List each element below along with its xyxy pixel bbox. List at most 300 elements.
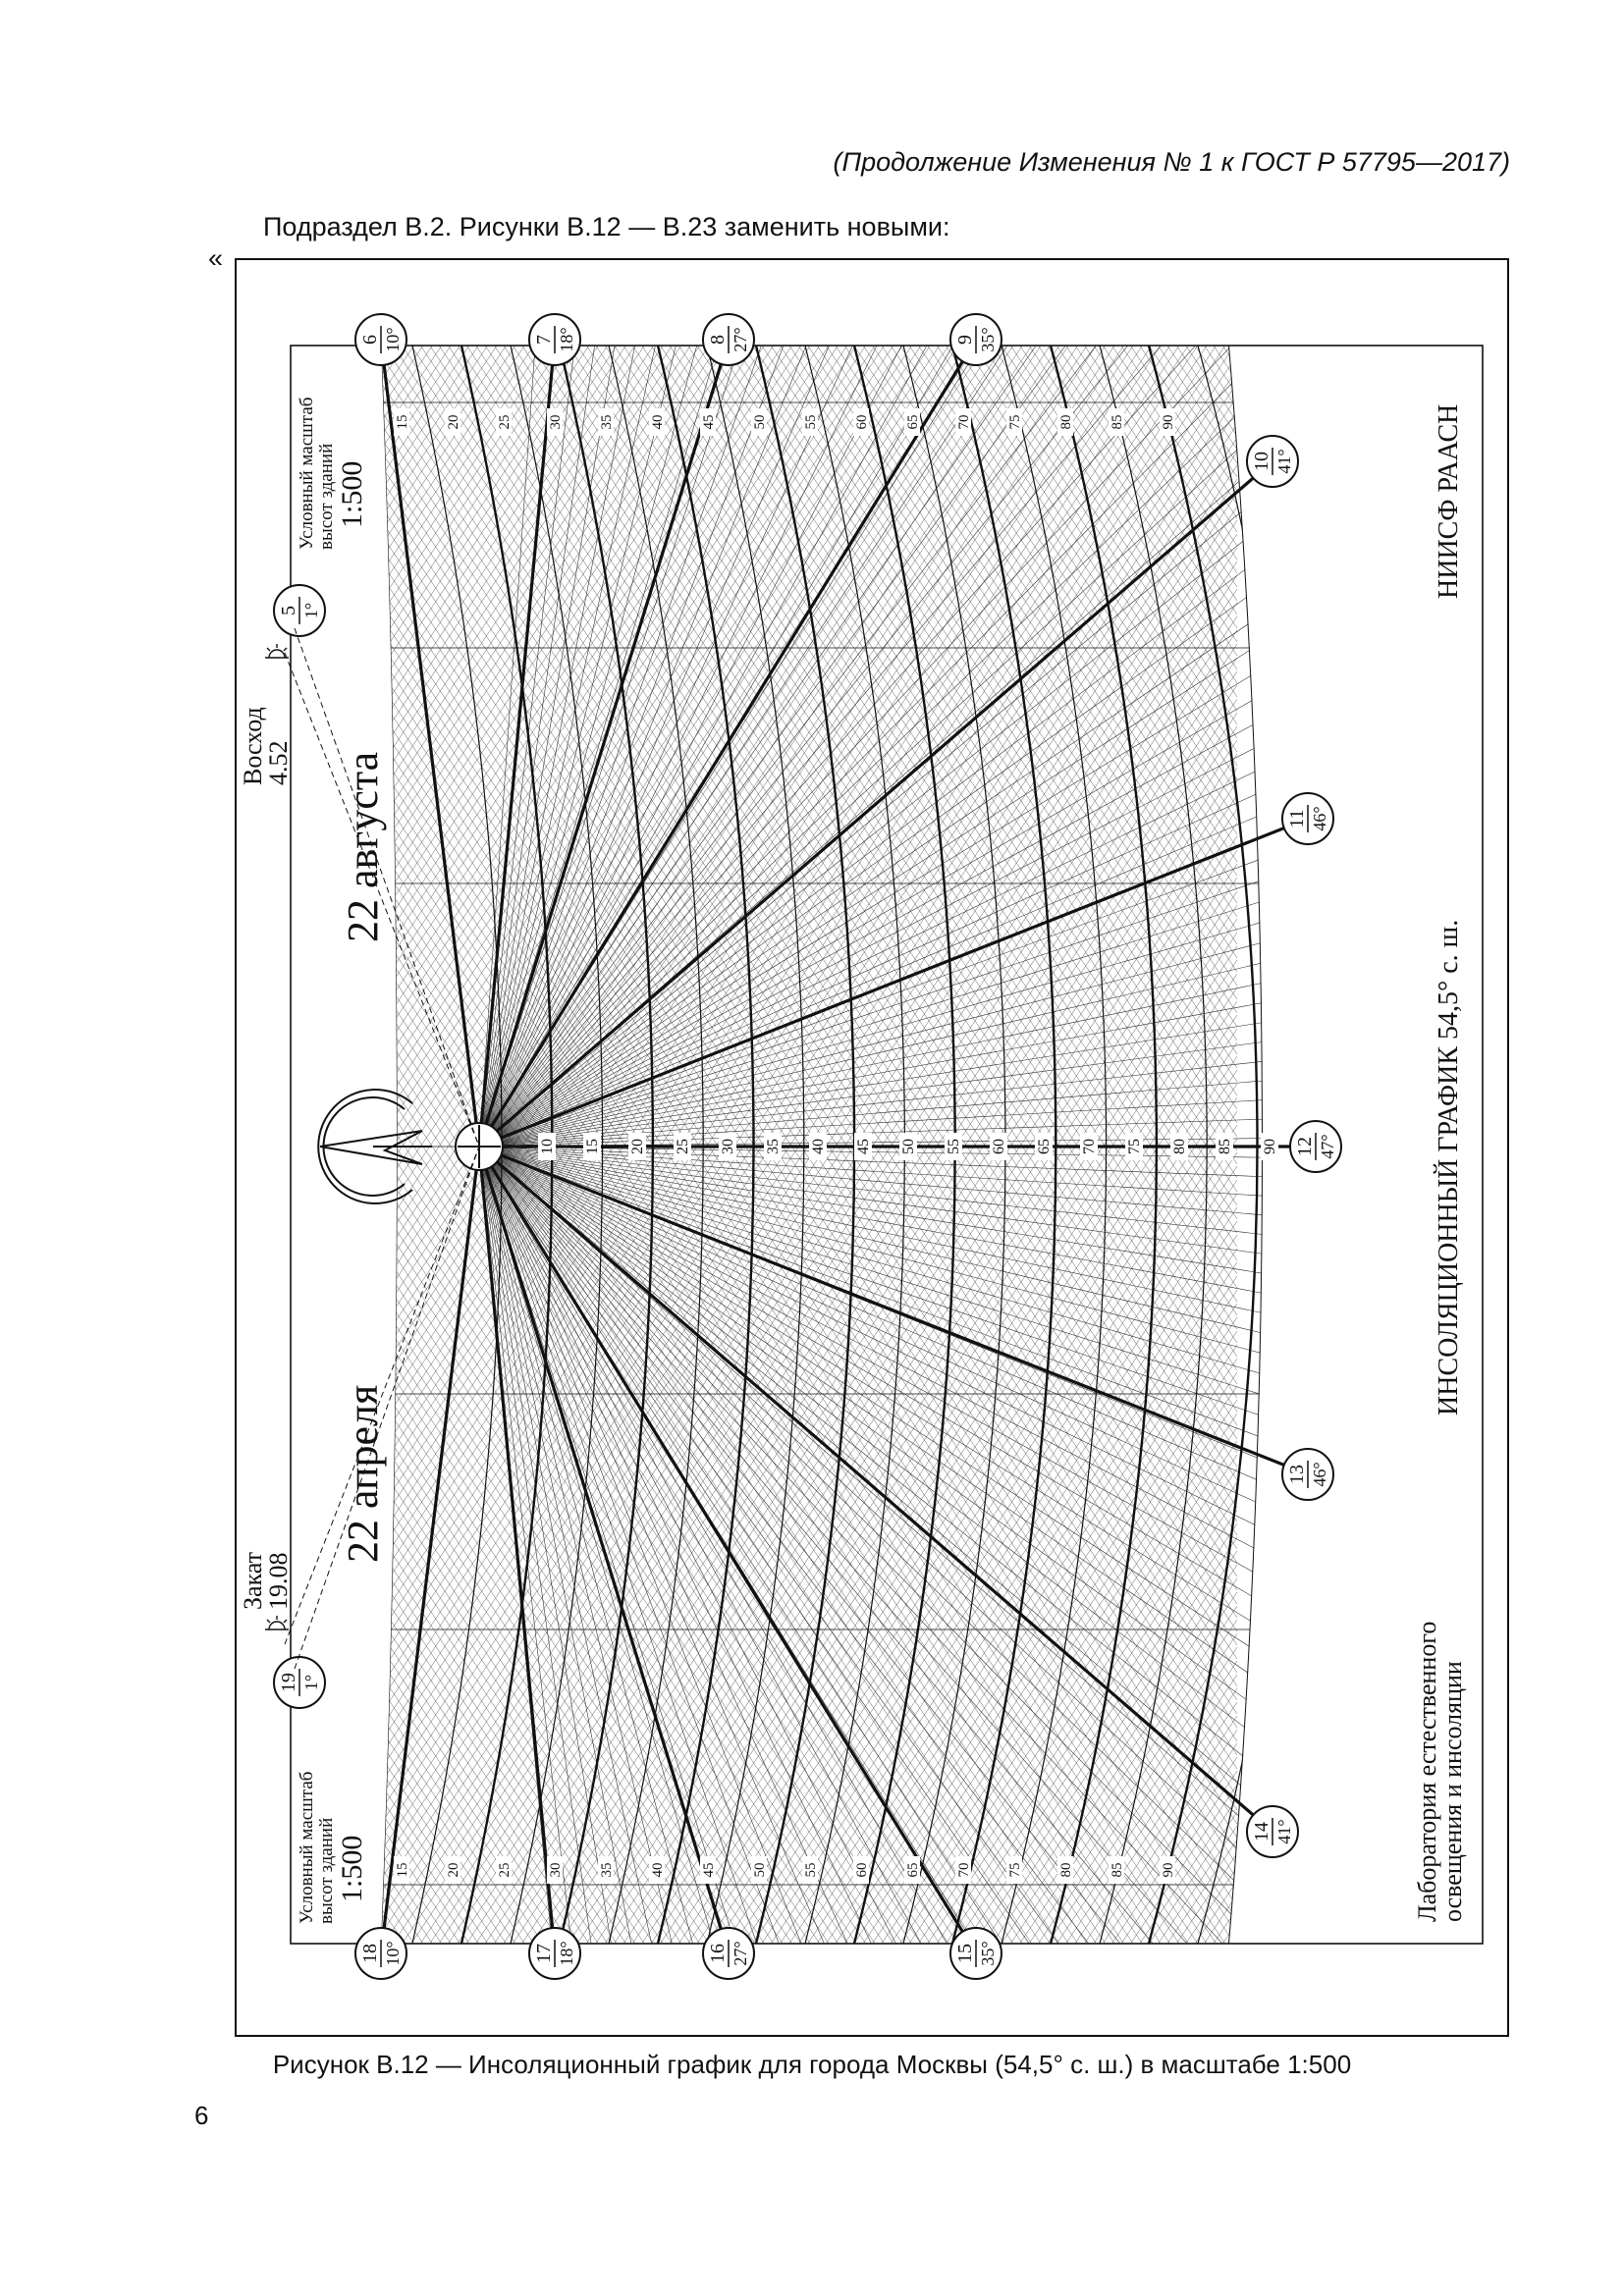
hatch-line [381, 0, 1237, 1082]
hatch-line [381, 0, 1237, 876]
hatch-line [381, 1042, 1237, 2296]
open-quote: « [208, 243, 224, 273]
hatch-line [381, 1400, 1237, 2296]
laboratory-line1: Лаборатория естественного [1413, 1621, 1441, 1922]
scale-tick [547, 1856, 564, 1884]
hour-marker-hour: 13 [1286, 1465, 1308, 1484]
axis-tick [674, 1133, 691, 1160]
hour-marker [703, 1928, 754, 1979]
axis-tick-label: 55 [946, 1139, 962, 1154]
hatch-line [381, 0, 1237, 903]
hour-marker-altitude: 35° [978, 1941, 998, 1966]
scale-tick [853, 408, 870, 436]
hatch-line [381, 0, 1237, 560]
hatch-line [381, 0, 1237, 807]
hour-marker-hour: 9 [954, 335, 976, 345]
scale-tick [700, 1856, 717, 1884]
hatch-line [381, 1359, 1237, 2296]
scale-tick-label: 80 [1058, 1862, 1074, 1878]
hatch-line [381, 2114, 1237, 2296]
hatch-line [381, 1936, 1237, 2296]
chart-title: ИНСОЛЯЦИОННЫЙ ГРАФИК 54,5° с. ш. [1434, 919, 1464, 1415]
hatch-line [381, 0, 1237, 1109]
hour-marker [1282, 1449, 1333, 1500]
hatch-line [381, 0, 1237, 656]
hour-ray [381, 340, 479, 1147]
hatch-line [381, 0, 1237, 903]
hatch-line [381, 0, 1237, 889]
hour-marker [274, 585, 325, 636]
hatch-line [381, 1482, 1237, 2296]
hatch-line [381, 1977, 1237, 2296]
hour-marker-hour: 5 [278, 606, 299, 615]
hatch-line [381, 0, 1237, 917]
hatch-line [381, 0, 1237, 532]
axis-tick-label: 70 [1081, 1139, 1098, 1154]
hatch-line [381, 1633, 1237, 2296]
hour-marker-hour: 6 [359, 335, 381, 345]
hatch-line [479, 1147, 643, 2296]
hatch-line [381, 1207, 1237, 2296]
hour-marker-altitude: 10° [383, 1941, 403, 1966]
hatch-line [381, 0, 1237, 931]
hatch-line [381, 0, 1237, 257]
hatch-line [381, 0, 1237, 1150]
laboratory-label [1413, 1622, 1467, 1922]
hatch-line [381, 0, 1237, 1095]
axis-tick-label: 90 [1262, 1139, 1278, 1154]
hatch-line [381, 1743, 1237, 2296]
hatch-line [381, 0, 1237, 1068]
hatch-line [381, 1372, 1237, 2296]
axis-tick-label: 25 [675, 1139, 691, 1154]
axis-tick-label: 85 [1217, 1139, 1233, 1154]
hatch-line [381, 1606, 1237, 2296]
hatch-line [479, 415, 1402, 1147]
hatch-line [381, 0, 1237, 79]
hatch-line [381, 1743, 1237, 2296]
hatch-line [381, 0, 1237, 683]
hatch-line [381, 0, 1237, 752]
hatch-line [381, 0, 1237, 628]
hatch-line [381, 0, 1237, 463]
hatch-line [381, 0, 1237, 340]
hatch-line [381, 1867, 1237, 2296]
hatch-line [381, 0, 1237, 51]
hatch-line [381, 0, 1237, 669]
scale-tick-label: 30 [548, 414, 564, 430]
scale-tick-label: 45 [701, 1862, 717, 1878]
axis-tick [809, 1133, 827, 1160]
hatch-line [381, 0, 1237, 436]
scale-tick-label: 85 [1110, 1862, 1125, 1878]
hatch-line [381, 1166, 1237, 2296]
hour-marker-altitude: 41° [1274, 1819, 1294, 1844]
scale-tick-label: 35 [599, 414, 615, 430]
hatch-line [479, 438, 1420, 1147]
hatch-line [381, 0, 1237, 546]
hour-marker-hour: 15 [954, 1944, 976, 1963]
hatch-line [381, 1029, 1237, 2296]
scale-tick-label: 90 [1161, 1862, 1176, 1878]
hatch-line [381, 2156, 1237, 2296]
hatch-line [479, 1147, 1483, 1764]
hour-marker-altitude: 1° [301, 602, 321, 619]
hatch-line [479, 1147, 1218, 2064]
hatch-line [381, 0, 1237, 1247]
hatch-line [381, 0, 1237, 642]
hatch-line [381, 0, 1237, 944]
hatch-line [381, 1510, 1237, 2296]
hatch-line [381, 1262, 1237, 2296]
hatch-line [381, 1166, 1237, 2296]
hatch-line [479, 105, 1029, 1147]
scale-tick [802, 1856, 819, 1884]
scale-tick [445, 1856, 461, 1884]
hatch-line [381, 0, 1237, 601]
scale-tick [1160, 1856, 1176, 1884]
scale-label-bottom-line2: высот зданий [316, 1817, 337, 1924]
axis-tick [1216, 1133, 1233, 1160]
hour-marker [529, 1928, 580, 1979]
scale-tick [1057, 408, 1074, 436]
hatch-line [381, 1125, 1237, 2296]
axis-tick-label: 30 [720, 1139, 736, 1154]
hatch-line [381, 0, 1237, 381]
scale-tick-label: 25 [497, 414, 513, 430]
axis-tick [583, 1133, 601, 1160]
hatch-line [381, 1029, 1237, 2296]
scale-tick-label: 70 [956, 414, 972, 430]
hatch-line [381, 1290, 1237, 2296]
hatch-line [381, 0, 1237, 889]
scale-tick-label: 25 [497, 1862, 513, 1878]
hatch-line [381, 0, 1237, 793]
hatch-line [381, 1180, 1237, 2296]
sunrise-time: 4.52 [264, 740, 293, 785]
hatch-line [381, 1482, 1237, 2296]
hatch-line [381, 0, 1237, 1260]
hatch-line [381, 0, 1237, 271]
hatch-line [381, 2128, 1237, 2296]
scale-tick [1057, 1856, 1074, 1884]
sunset-label [239, 1552, 293, 1610]
hatch-line [381, 1867, 1237, 2296]
axis-tick [1125, 1133, 1143, 1160]
hatch-line [381, 1262, 1237, 2296]
hatch-line [381, 0, 1237, 65]
hatch-line [381, 0, 1237, 216]
hour-marker-altitude: 41° [1274, 449, 1294, 474]
hour-marker-altitude: 27° [731, 327, 750, 352]
axis-tick [945, 1133, 962, 1160]
hatch-line [381, 1551, 1237, 2296]
hatch-line [381, 0, 1237, 1041]
hatch-line [381, 0, 1237, 161]
hour-marker [1290, 1121, 1341, 1172]
hatch-line [381, 0, 1237, 683]
axis-tick-label: 10 [539, 1139, 556, 1154]
axis-tick-label: 65 [1036, 1139, 1053, 1154]
scale-tick [700, 408, 717, 436]
hour-marker-hour: 8 [707, 335, 729, 345]
hatch-line [381, 1675, 1237, 2296]
hatch-line [479, 740, 1585, 1147]
hatch-line [381, 1771, 1237, 2296]
hatch-line [381, 0, 1237, 917]
hatch-line [381, 1606, 1237, 2296]
hatch-line [381, 0, 1237, 1082]
hatch-line [381, 0, 1237, 669]
hatch-line [381, 1207, 1237, 2296]
hatch-line [479, 558, 1499, 1147]
hatch-line [479, 0, 647, 1147]
hatch-line [381, 2073, 1237, 2296]
axis-tick [854, 1133, 872, 1160]
hatch-line [381, 1194, 1237, 2296]
scale-tick-label: 35 [599, 1862, 615, 1878]
hatch-line [381, 1757, 1237, 2296]
date-bottom-label: 22 апреля [339, 1384, 387, 1563]
hatch-line [381, 1730, 1237, 2296]
hatch-line [381, 0, 1237, 120]
hatch-line [381, 0, 1237, 395]
sunrise-label [239, 707, 293, 785]
scale-tick [598, 408, 615, 436]
hatch-line [381, 0, 1237, 1164]
hatch-line [381, 1180, 1237, 2296]
scale-tick-label: 85 [1110, 414, 1125, 430]
axis-tick-label: 50 [900, 1139, 917, 1154]
scale-tick [394, 1856, 410, 1884]
sunset-time: 19.08 [264, 1552, 293, 1610]
hatch-line [381, 0, 1237, 326]
axis-tick [990, 1133, 1007, 1160]
hatch-line [381, 1194, 1237, 2296]
hatch-line [381, 0, 1237, 793]
figure-caption: Рисунок В.12 — Инсоляционный график для города Москвы (54,5° с. ш.) в масштабе 1:500 [272, 2050, 1352, 2079]
hatch-line [381, 0, 1237, 477]
hatch-line [381, 0, 1237, 175]
hatch-line [479, 767, 1595, 1147]
hatch-line [381, 1414, 1237, 2296]
scale-label-bottom-line1: Условный масштаб [297, 1771, 317, 1924]
hatch-line [381, 0, 1237, 133]
scale-tick [394, 408, 410, 436]
hatch-line [381, 0, 1237, 188]
hatch-line [381, 1042, 1237, 2296]
hatch-line [479, 231, 1220, 1147]
hatch-line [479, 1147, 1075, 2163]
scale-label-top-line1: Условный масштаб [297, 397, 317, 550]
scale-tick-label: 50 [752, 414, 768, 430]
hatch-line [381, 0, 1237, 285]
axis-tick [628, 1133, 646, 1160]
hour-marker [274, 1657, 325, 1708]
hour-marker-altitude: 47° [1318, 1134, 1337, 1159]
hatch-line [381, 1400, 1237, 2296]
hatch-line [381, 1702, 1237, 2296]
sun-icon [265, 1616, 289, 1629]
scale-tick-label: 60 [854, 1862, 870, 1878]
axis-tick-label: 20 [629, 1139, 646, 1154]
hour-marker [1247, 1806, 1298, 1857]
axis-tick [1035, 1133, 1053, 1160]
scale-tick [955, 1856, 972, 1884]
scale-tick-label: 90 [1161, 414, 1176, 430]
axis-tick-label: 60 [991, 1139, 1007, 1154]
axis-tick [1080, 1133, 1098, 1160]
hour-marker-altitude: 10° [383, 327, 403, 352]
axis-tick-label: 15 [584, 1139, 601, 1154]
hatch-line [381, 0, 1237, 1164]
hatch-line [381, 0, 1237, 312]
hatch-line [381, 0, 1237, 560]
hatch-line [381, 2087, 1237, 2296]
hatch-line [381, 1152, 1237, 2296]
hatch-line [381, 0, 1237, 147]
hour-marker-hour: 17 [533, 1944, 555, 1963]
hatch-line [381, 0, 1237, 1041]
hour-marker-hour: 16 [707, 1944, 729, 1963]
scale-label-top-value: 1:500 [336, 460, 368, 528]
hatch-line [381, 0, 1237, 1027]
hatch-line [381, 2169, 1237, 2296]
hatch-line [381, 0, 1237, 807]
scale-tick-label: 60 [854, 414, 870, 430]
hatch-line [381, 1647, 1237, 2296]
sunrise-label-text: Восход [239, 707, 267, 785]
hatch-line [381, 0, 1237, 1068]
hatch-line [479, 118, 1054, 1147]
hatch-line [381, 1125, 1237, 2296]
axis-tick-label: 35 [765, 1139, 782, 1154]
hatch-line [381, 0, 1237, 106]
hatch-line [381, 0, 1237, 1123]
hour-marker-hour: 19 [278, 1673, 299, 1692]
scale-tick [751, 408, 768, 436]
hatch-line [381, 1702, 1237, 2296]
axis-tick [1261, 1133, 1278, 1160]
date-top-label: 22 августа [339, 751, 387, 942]
hatch-line [381, 1359, 1237, 2296]
hatch-line [479, 1147, 1051, 2177]
hatch-line [381, 1372, 1237, 2296]
hour-marker [703, 314, 754, 365]
hatch-line [381, 1730, 1237, 2296]
hour-marker-hour: 14 [1251, 1822, 1272, 1842]
laboratory-line2: освещения и инсоляции [1438, 1661, 1467, 1922]
hour-marker [1247, 436, 1298, 487]
hatch-line [381, 0, 1237, 353]
hatch-line [381, 0, 1237, 532]
scale-label-top-line2: высот зданий [316, 443, 337, 550]
scale-tick-label: 65 [905, 414, 921, 430]
scale-tick-label: 50 [752, 1862, 768, 1878]
hatch-line [479, 660, 1552, 1147]
hatch-line [381, 2238, 1237, 2296]
scale-tick-label: 45 [701, 414, 717, 430]
hatch-line [381, 1551, 1237, 2296]
axis-tick-label: 40 [810, 1139, 827, 1154]
hatch-line [479, 1147, 756, 2291]
hour-ray [381, 1147, 479, 1953]
scale-tick-label: 40 [650, 1862, 666, 1878]
hour-marker-hour: 10 [1251, 452, 1272, 471]
hatch-line [381, 0, 1237, 230]
hatch-line [381, 0, 1237, 395]
hour-marker-hour: 12 [1294, 1137, 1316, 1156]
hour-ray [479, 1147, 1308, 1474]
hour-marker-altitude: 18° [557, 327, 576, 352]
hatch-line [381, 1276, 1237, 2296]
scale-tick-label: 75 [1007, 1862, 1023, 1878]
hatch-line [381, 0, 1237, 779]
hatch-line [381, 0, 1237, 408]
scale-tick-label: 70 [956, 1862, 972, 1878]
hatch-line [381, 0, 1237, 614]
scale-tick-label: 55 [803, 1862, 819, 1878]
hatch-line [381, 1895, 1237, 2296]
scale-tick-label: 30 [548, 1862, 564, 1878]
hatch-line [381, 0, 1237, 944]
hatch-line [381, 1152, 1237, 2296]
hatch-line [381, 0, 1237, 601]
hatch-line [381, 0, 1237, 1247]
axis-tick [899, 1133, 917, 1160]
hatch-line [381, 0, 1237, 298]
scale-tick-label: 40 [650, 414, 666, 430]
hatch-line [381, 1675, 1237, 2296]
hatch-line [381, 0, 1237, 367]
organization-label: НИИСФ РААСН [1434, 403, 1464, 599]
scale-tick-label: 75 [1007, 414, 1023, 430]
hatch-line [479, 1147, 1418, 1859]
hour-marker-altitude: 27° [731, 1941, 750, 1966]
intro-text: Подраздел В.2. Рисунки В.12 — В.23 заменить новыми: [263, 212, 950, 241]
scale-tick-label: 15 [395, 1862, 410, 1878]
hatch-line [381, 0, 1237, 642]
scale-tick [1109, 408, 1125, 436]
scale-tick [1006, 1856, 1023, 1884]
scale-tick [1160, 408, 1176, 436]
hatch-line [381, 2197, 1237, 2296]
scale-tick [904, 408, 921, 436]
distance-arc [1149, 346, 1258, 1944]
hatch-line [381, 0, 1237, 463]
hatch-line [381, 2211, 1237, 2296]
hatch-line [381, 0, 1237, 876]
scale-label-bottom [297, 1772, 368, 1924]
hour-marker-altitude: 46° [1310, 1462, 1329, 1487]
hour-marker-altitude: 1° [301, 1674, 321, 1691]
axis-tick [1170, 1133, 1188, 1160]
hour-marker [950, 1928, 1001, 1979]
scale-tick-label: 15 [395, 414, 410, 430]
hatch-line [381, 0, 1237, 656]
hatch-line [381, 2004, 1237, 2296]
hatch-line [381, 1290, 1237, 2296]
scale-tick-label: 20 [446, 1862, 461, 1878]
hatch-line [381, 0, 1237, 422]
axis-tick [764, 1133, 782, 1160]
hatch-line [381, 0, 1237, 408]
hatch-line [381, 0, 1237, 381]
hour-marker-altitude: 18° [557, 1941, 576, 1966]
hatch-line [381, 1139, 1237, 2296]
hour-marker-altitude: 46° [1310, 806, 1329, 831]
hatch-line [479, 1147, 785, 2284]
